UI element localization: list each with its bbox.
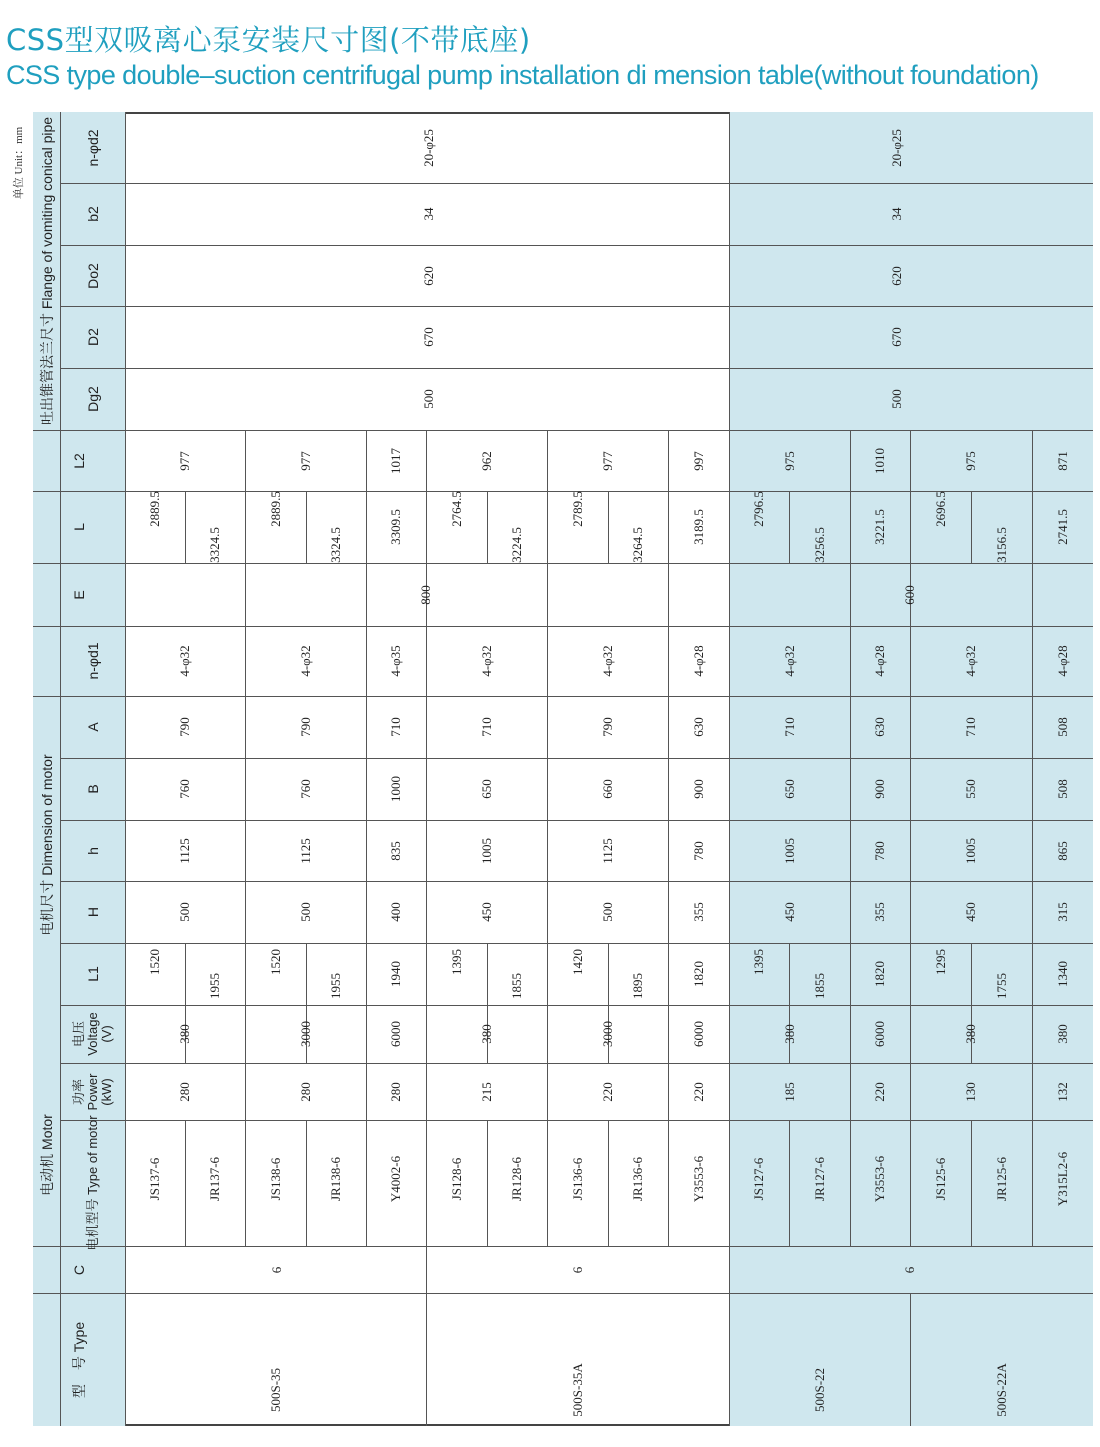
cell-a: 790 (297, 717, 313, 737)
cell-power: 130 (963, 1081, 978, 1102)
grid-line (60, 430, 1093, 431)
cell-l2: 977 (297, 450, 313, 471)
cell-motor-type: JS138-6 (267, 1157, 283, 1201)
cell-h: 865 (1054, 840, 1070, 861)
cell-type: 500S-35 (267, 1367, 283, 1412)
cell-do2: 620 (421, 265, 436, 286)
cell-h: 315 (1054, 902, 1070, 922)
grid-line (60, 1293, 1093, 1294)
grid-line (547, 563, 548, 626)
cell-h: 500 (297, 902, 313, 922)
cell-e: 800 (418, 584, 433, 605)
cell-voltage: 380 (478, 1024, 494, 1044)
cell-l2: 977 (599, 450, 615, 471)
cell-b: 650 (781, 779, 797, 799)
header-e: E (71, 589, 87, 600)
cell-b: 900 (690, 779, 706, 799)
cell-motor-type: JR136-6 (630, 1156, 645, 1202)
cell-b: 650 (478, 779, 494, 799)
cell-h: 355 (690, 902, 706, 922)
cell-l1: 1820 (690, 961, 706, 987)
grid-line (668, 430, 669, 491)
cell-c: 6 (902, 1266, 917, 1273)
cell-l1: 1955 (207, 973, 222, 999)
grid-line (1032, 1005, 1033, 1120)
grid-line (60, 306, 1093, 307)
cell-l1: 1855 (811, 973, 827, 999)
cell-nd1: 4-φ35 (388, 645, 403, 677)
grid-line (33, 430, 60, 431)
header-l1: L1 (84, 966, 101, 982)
grid-line (366, 563, 367, 626)
grid-line (60, 368, 1093, 369)
cell-h: 1005 (781, 837, 797, 864)
cell-l1: 1755 (993, 973, 1009, 999)
cell-b: 760 (177, 779, 192, 799)
cell-l1: 1340 (1054, 961, 1070, 987)
cell-c: 6 (570, 1266, 585, 1273)
grid-line (60, 1246, 1093, 1247)
cell-nd1: 4-φ32 (177, 645, 192, 677)
cell-l: 2789.5 (569, 491, 585, 527)
cell-motor-type: JR127-6 (811, 1156, 827, 1202)
grid-line (33, 626, 60, 627)
grid-line (729, 696, 730, 943)
grid-line (850, 491, 851, 563)
grid-line (60, 626, 1093, 627)
cell-l1: 1940 (388, 961, 403, 987)
cell-l2: 975 (963, 450, 978, 471)
cell-l1: 1955 (328, 973, 343, 999)
page-title: CSS型双吸离心泵安装尺寸图(不带底座) (6, 23, 531, 57)
grid-line (33, 696, 60, 697)
cell-h: 1005 (478, 837, 494, 864)
grid-line (668, 563, 669, 626)
grid-line (850, 563, 851, 626)
cell-h: 1125 (599, 837, 615, 864)
grid-line (729, 1120, 730, 1246)
cell-b: 508 (1054, 779, 1070, 799)
cell-nd2: 20-φ25 (889, 128, 904, 167)
grid-line (668, 491, 669, 563)
grid-line (245, 491, 246, 563)
header-motor-dim-group: 电机尺寸 Dimension of motor (38, 753, 55, 936)
grid-line (185, 1120, 186, 1246)
grid-line (366, 430, 367, 491)
grid-line (60, 563, 1093, 564)
grid-line (547, 491, 548, 563)
header-voltage: 电压 Voltage (V) (70, 1012, 114, 1056)
cell-l2: 997 (690, 450, 706, 471)
cell-dg2: 500 (889, 389, 904, 409)
grid-line (1032, 1120, 1033, 1246)
grid-line (910, 1005, 911, 1120)
grid-line (910, 430, 911, 491)
grid-line (789, 943, 790, 1063)
cell-b2: 34 (889, 207, 904, 221)
cell-power: 185 (781, 1081, 797, 1102)
grid-line (366, 1005, 367, 1120)
cell-motor-type: JR125-6 (993, 1156, 1009, 1202)
header-b: B (84, 784, 101, 794)
grid-line (547, 696, 548, 943)
cell-l1: 1855 (509, 973, 524, 999)
cell-voltage: 380 (177, 1024, 192, 1044)
grid-line (426, 1005, 427, 1120)
grid-line (33, 1293, 60, 1294)
grid-line (850, 1005, 851, 1120)
dimension-table (33, 112, 1093, 1426)
cell-power: 220 (599, 1081, 615, 1102)
grid-line (426, 430, 427, 491)
cell-b: 900 (872, 779, 887, 799)
header-l: L (71, 523, 87, 531)
cell-power: 280 (297, 1081, 313, 1102)
grid-line (789, 1120, 790, 1246)
header-motor-group: 电动机 Motor (38, 1113, 55, 1196)
grid-line (487, 491, 488, 563)
cell-b: 1000 (388, 776, 403, 802)
grid-line (1032, 430, 1033, 491)
shaded-region (729, 112, 1093, 1426)
header-nd2: n-φd2 (84, 128, 101, 167)
grid-line (306, 1120, 307, 1246)
grid-line (729, 563, 730, 626)
grid-line (971, 1120, 972, 1246)
grid-line (426, 696, 427, 943)
grid-line (426, 1293, 427, 1426)
cell-nd1: 4-φ28 (872, 645, 887, 677)
cell-l: 3264.5 (630, 527, 645, 563)
grid-line (366, 491, 367, 563)
cell-l: 3324.5 (328, 527, 343, 563)
cell-motor-type: JS128-6 (448, 1157, 464, 1201)
cell-voltage: 380 (781, 1024, 797, 1044)
cell-a: 710 (388, 717, 403, 737)
cell-b: 760 (297, 779, 313, 799)
cell-l2: 977 (177, 450, 192, 471)
header-nd1: n-φd1 (84, 642, 101, 680)
grid-line (33, 491, 60, 492)
grid-line (729, 1293, 730, 1426)
cell-l: 2889.5 (147, 491, 162, 527)
header-do2: Do2 (84, 262, 101, 289)
grid-line (547, 430, 548, 491)
header-power: 功率 Power (kW) (70, 1073, 114, 1110)
grid-line (547, 1005, 548, 1120)
grid-line (668, 696, 669, 943)
cell-voltage: 6000 (690, 1021, 706, 1047)
cell-motor-type: Y3553-6 (690, 1155, 706, 1203)
grid-line (910, 696, 911, 943)
cell-h: 500 (599, 902, 615, 922)
grid-line (33, 1246, 60, 1247)
cell-h: 450 (963, 902, 978, 922)
grid-line (487, 1120, 488, 1246)
header-flange-group: 吐出锥管法兰尺寸 Flange of vomiting conical pipe (38, 116, 55, 426)
cell-h: 835 (388, 840, 403, 861)
grid-line (1032, 696, 1033, 943)
cell-h: 355 (872, 902, 887, 922)
grid-line (60, 943, 1093, 944)
grid-line (60, 820, 1093, 821)
cell-power: 280 (177, 1081, 192, 1102)
cell-h: 1125 (297, 837, 313, 864)
grid-line (426, 1120, 427, 1246)
header-h-small: h (84, 846, 101, 855)
cell-l: 3156.5 (993, 527, 1009, 563)
cell-a: 630 (872, 717, 887, 737)
grid-line (33, 563, 60, 564)
cell-voltage: 380 (1054, 1024, 1070, 1044)
cell-l: 2741.5 (1054, 509, 1070, 545)
cell-l1: 1520 (147, 949, 162, 975)
cell-nd2: 20-φ25 (421, 128, 436, 167)
grid-line (426, 1246, 427, 1293)
cell-l2: 975 (781, 450, 797, 471)
cell-motor-type: JR138-6 (328, 1156, 343, 1202)
cell-b: 550 (963, 779, 978, 799)
grid-line (1032, 563, 1033, 626)
header-l2: L2 (71, 452, 87, 469)
cell-l: 3221.5 (872, 509, 887, 545)
cell-nd1: 4-φ32 (781, 645, 797, 677)
grid-line (60, 245, 1093, 246)
cell-motor-type: Y4002-6 (388, 1155, 403, 1203)
cell-dg2: 500 (421, 389, 436, 409)
grid-line (245, 430, 246, 491)
cell-l2: 871 (1054, 450, 1070, 471)
cell-motor-type: JR137-6 (207, 1156, 222, 1202)
cell-l1: 1520 (267, 949, 283, 975)
cell-power: 132 (1054, 1081, 1070, 1102)
header-d2: D2 (84, 328, 101, 346)
grid-line (245, 696, 246, 943)
grid-line (60, 183, 1093, 184)
cell-a: 710 (963, 717, 978, 737)
cell-motor-type: Y315L2-6 (1054, 1151, 1070, 1207)
cell-l1: 1395 (751, 949, 766, 975)
cell-l: 3256.5 (811, 527, 827, 563)
grid-line (60, 112, 61, 1426)
grid-line (60, 758, 1093, 759)
grid-line (60, 1063, 1093, 1064)
cell-voltage: 3000 (297, 1021, 313, 1047)
grid-line (366, 1120, 367, 1246)
grid-line (245, 1005, 246, 1120)
cell-a: 630 (690, 717, 706, 737)
header-a: A (84, 722, 101, 732)
cell-voltage: 6000 (872, 1021, 887, 1047)
cell-l1: 1420 (569, 949, 585, 975)
grid-line (426, 491, 427, 563)
cell-power: 220 (872, 1081, 887, 1102)
grid-line (60, 696, 1093, 697)
cell-l: 2796.5 (751, 491, 766, 527)
cell-l: 3324.5 (207, 527, 222, 563)
cell-a: 790 (177, 717, 192, 737)
cell-c: 6 (269, 1266, 284, 1273)
grid-line (306, 491, 307, 563)
cell-h: 1125 (177, 837, 192, 864)
cell-voltage: 6000 (388, 1021, 403, 1047)
grid-line (185, 491, 186, 563)
grid-line (971, 491, 972, 563)
grid-line (547, 1120, 548, 1246)
grid-line (971, 943, 972, 1063)
grid-line (1032, 491, 1033, 563)
cell-l1: 1395 (448, 949, 464, 975)
grid-line (245, 1120, 246, 1246)
cell-a: 710 (781, 717, 797, 737)
cell-voltage: 380 (963, 1024, 978, 1044)
header-c: C (71, 1264, 87, 1275)
cell-motor-type: JS127-6 (751, 1157, 766, 1201)
grid-line (366, 696, 367, 943)
header-type-of-motor: 电机型号 Type of motor (84, 1115, 100, 1251)
page-subtitle: CSS type double–suction centrifugal pump installation di mension table(without foundation) (6, 60, 1039, 90)
header-b2: b2 (84, 206, 101, 222)
cell-motor-type: JS137-6 (147, 1157, 162, 1201)
cell-type: 500S-22 (811, 1367, 827, 1412)
cell-b: 660 (599, 779, 615, 799)
cell-do2: 620 (889, 265, 904, 286)
header-dg2: Dg2 (84, 386, 101, 412)
cell-h: 450 (478, 902, 494, 922)
cell-motor-type: JS136-6 (569, 1157, 585, 1201)
grid-line (60, 1005, 1093, 1006)
cell-h: 1005 (963, 837, 978, 864)
grid-line (487, 943, 488, 1063)
cell-nd1: 4-φ32 (963, 645, 978, 677)
grid-line (850, 430, 851, 491)
grid-line (789, 491, 790, 563)
cell-motor-type: Y3553-6 (872, 1155, 887, 1203)
cell-h: 400 (388, 902, 403, 922)
grid-line (910, 1120, 911, 1246)
grid-line (668, 1005, 669, 1120)
cell-h: 450 (781, 902, 797, 922)
grid-line (729, 430, 730, 491)
cell-nd1: 4-φ28 (1054, 645, 1070, 677)
cell-nd1: 4-φ32 (478, 645, 494, 677)
grid-line (60, 1120, 1093, 1121)
grid-line (245, 563, 246, 626)
cell-l2: 1017 (388, 447, 403, 474)
cell-power: 215 (478, 1081, 494, 1102)
cell-l2: 1010 (872, 447, 887, 474)
cell-nd1: 4-φ32 (297, 645, 313, 677)
cell-h: 780 (690, 840, 706, 861)
cell-l1: 1820 (872, 961, 887, 987)
cell-l: 3309.5 (388, 509, 403, 545)
cell-l1: 1895 (630, 973, 645, 999)
cell-power: 220 (690, 1081, 706, 1102)
cell-h: 500 (177, 902, 192, 922)
grid-line (668, 1120, 669, 1246)
cell-a: 508 (1054, 717, 1070, 737)
cell-l: 3224.5 (509, 527, 524, 563)
cell-d2: 670 (421, 327, 436, 347)
cell-h: 780 (872, 840, 887, 861)
cell-l2: 962 (478, 450, 494, 471)
cell-type: 500S-22A (993, 1362, 1009, 1417)
cell-a: 790 (599, 717, 615, 737)
cell-nd1: 4-φ28 (690, 645, 706, 677)
unit-label: 单位 Unit：mm (13, 126, 25, 200)
cell-l: 2889.5 (267, 491, 283, 527)
cell-a: 710 (478, 717, 494, 737)
cell-l: 3189.5 (690, 509, 706, 545)
grid-line (850, 696, 851, 943)
grid-line (729, 1005, 730, 1120)
grid-line (910, 491, 911, 563)
grid-line (608, 491, 609, 563)
cell-motor-type: JR128-6 (509, 1156, 524, 1202)
grid-line (60, 881, 1093, 882)
grid-line (185, 943, 186, 1063)
grid-line (729, 491, 730, 563)
grid-line (608, 1120, 609, 1246)
cell-type: 500S-35A (569, 1362, 585, 1417)
cell-nd1: 4-φ32 (599, 645, 615, 677)
grid-line (125, 112, 126, 1426)
cell-voltage: 3000 (599, 1021, 615, 1047)
cell-b2: 34 (421, 207, 436, 221)
cell-power: 280 (388, 1081, 403, 1102)
grid-line (850, 1120, 851, 1246)
cell-l: 2696.5 (932, 491, 948, 527)
cell-d2: 670 (889, 327, 904, 347)
cell-motor-type: JS125-6 (932, 1157, 948, 1201)
cell-e: 600 (902, 584, 917, 605)
cell-l: 2764.5 (448, 491, 464, 527)
header-type: 型 号 Type (71, 1321, 87, 1398)
cell-l1: 1295 (932, 949, 948, 975)
grid-line (910, 1293, 911, 1426)
header-h: H (84, 906, 101, 918)
